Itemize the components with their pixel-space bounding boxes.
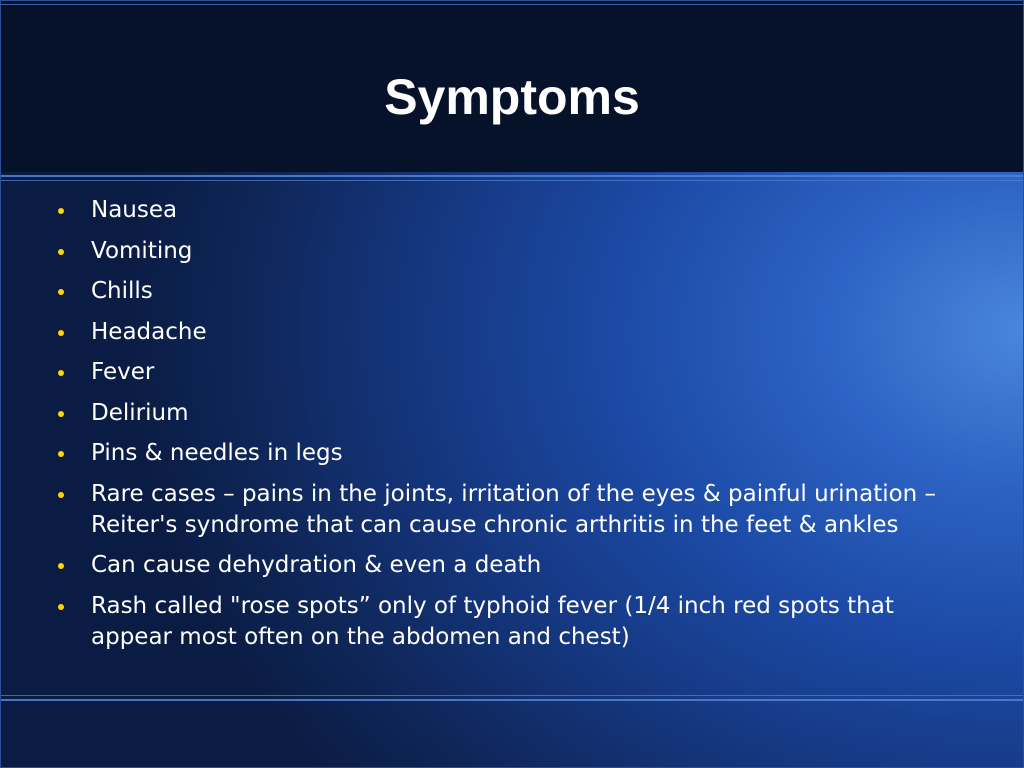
bullet-list (56, 195, 956, 662)
bullet-text: Delirium (91, 399, 189, 426)
bullet-text: Vomiting (91, 237, 193, 264)
bullet-dot-icon (58, 330, 64, 336)
bullet-dot-icon (58, 451, 64, 457)
slide-title: Symptoms (384, 69, 640, 125)
bullet-item (56, 479, 956, 541)
bullet-dot-icon (58, 249, 64, 255)
bullet-dot-icon (58, 208, 64, 214)
bullet-item (56, 195, 956, 226)
bullet-text: Can cause dehydration & even a death (91, 552, 542, 578)
bullet-text: Rash called "rose spots” only of typhoid fever (1/4 inch red spots that appear most often on the abdomen and chest) (91, 592, 894, 650)
bullet-item (56, 317, 956, 348)
title-rule-lower (0, 180, 1024, 181)
footer-rule-upper (0, 695, 1024, 696)
bullet-item (56, 591, 956, 653)
bullet-item (56, 398, 956, 429)
top-rule (0, 4, 1024, 5)
bullet-text: Nausea (91, 197, 178, 223)
bullet-text: Chills (91, 278, 153, 304)
bullet-item (56, 276, 956, 307)
bullet-text: Pins & needles in legs (91, 440, 343, 466)
bullet-dot-icon (58, 411, 64, 417)
bullet-text: Headache (91, 318, 207, 345)
bullet-dot-icon (58, 370, 64, 376)
bullet-dot-icon (58, 604, 64, 610)
bullet-dot-icon (58, 492, 64, 498)
title-rule-upper (0, 175, 1024, 177)
bullet-dot-icon (58, 563, 64, 569)
bullet-item (56, 236, 956, 267)
bullet-dot-icon (58, 289, 64, 295)
footer-rule-lower (0, 699, 1024, 701)
bullet-item (56, 550, 956, 581)
bullet-item (56, 438, 956, 469)
bullet-item (56, 357, 956, 388)
bullet-text: Fever (91, 359, 155, 385)
bullet-text: Rare cases – pains in the joints, irritation of the eyes & painful urination – Reiter's syndrome that can cause chronic arthritis in the feet & ankles (91, 480, 937, 538)
